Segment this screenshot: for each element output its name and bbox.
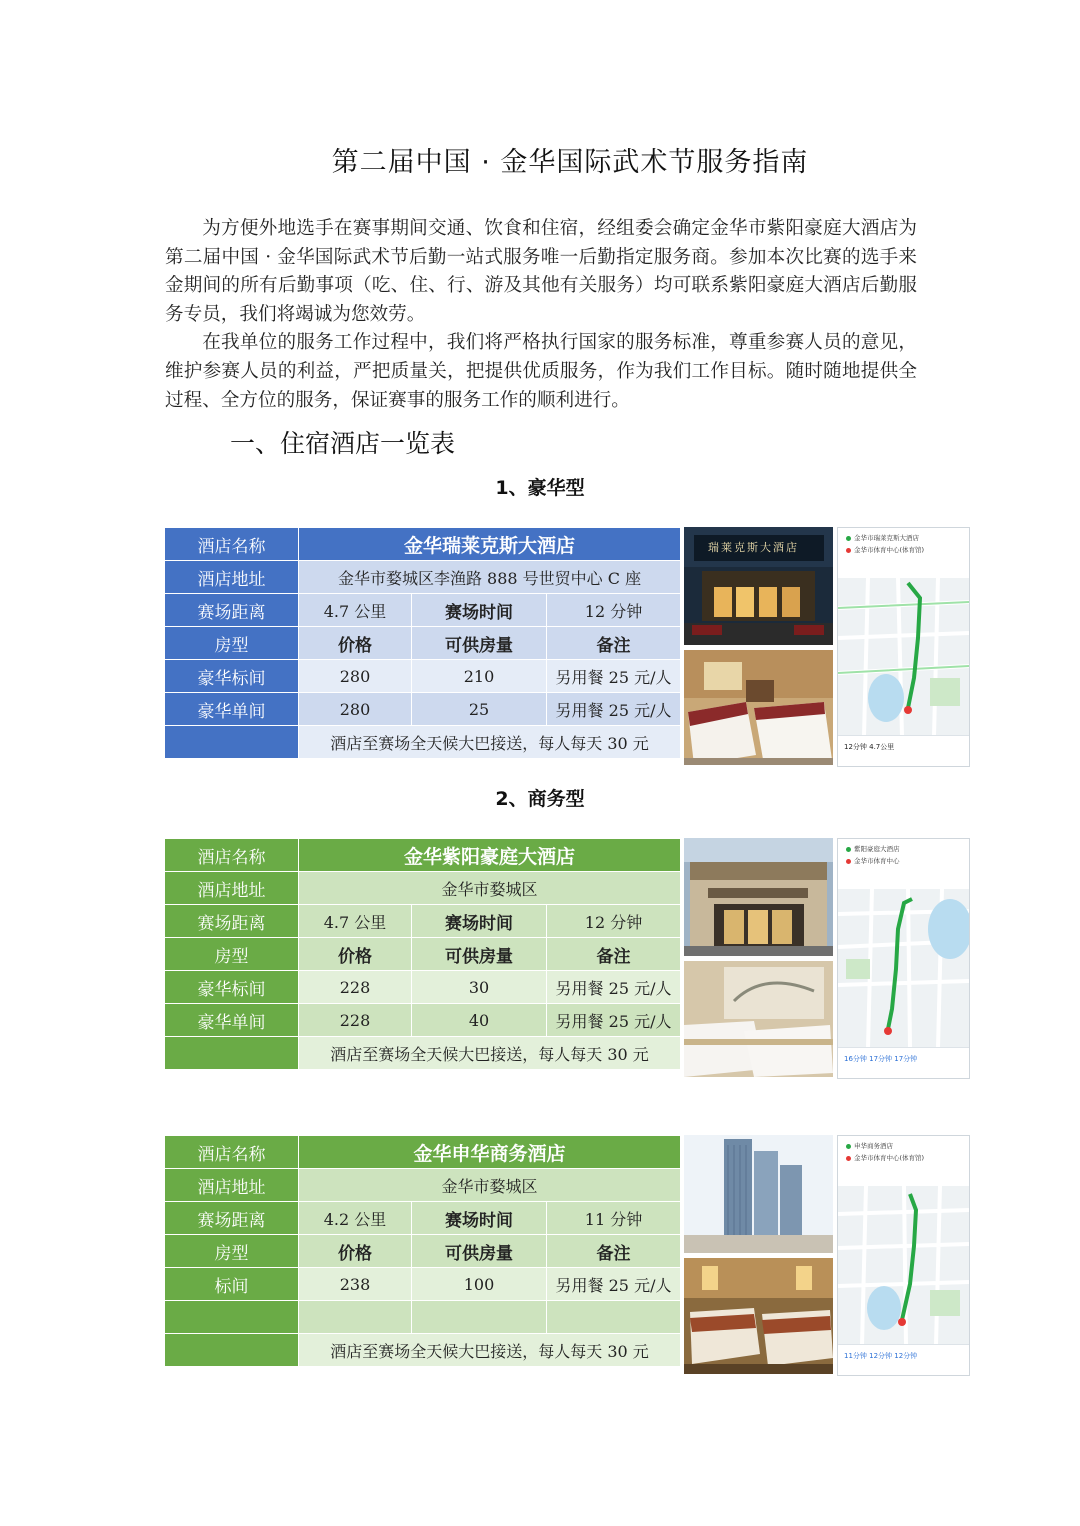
label-distance: 赛场距离 [165,594,299,627]
label-hotel-address: 酒店地址 [165,1169,299,1202]
hotel-exterior-photo [684,527,833,645]
map-header [838,839,969,890]
distance-value: 4.7 公里 [299,905,412,938]
hotel-room-photo [684,961,833,1077]
header-note: 备注 [547,627,681,660]
label-hotel-name: 酒店名称 [165,839,299,872]
hotel-name: 金华紫阳豪庭大酒店 [299,839,681,872]
room-type: 豪华标间 [165,660,299,693]
time-value: 11 分钟 [547,1202,681,1235]
map-footer [838,1344,969,1375]
label-hotel-name: 酒店名称 [165,528,299,561]
room-note: 另用餐 25 元/人 [547,1004,681,1037]
empty-cell [299,1301,412,1334]
section-heading: 一、住宿酒店一览表 [230,429,456,458]
header-rooms: 可供房量 [412,938,547,971]
room-price: 280 [299,660,412,693]
header-note: 备注 [547,1235,681,1268]
intro-paragraph: 在我单位的服务工作过程中，我们将严格执行国家的服务标准，尊重参赛人员的意见，维护参赛人员的利益，严把质量关，把提供优质服务，作为我们工作目标。随时随地提供全过程、全方位的服务，保证赛事的服务工作的顺利进行。 [165,332,917,411]
room-note: 另用餐 25 元/人 [547,1268,681,1301]
hotel-name: 金华申华商务酒店 [299,1136,681,1169]
shuttle-info: 酒店至赛场全天候大巴接送，每人每天 30 元 [299,1334,681,1367]
map-to: 金华市体育中心(体育馆) [854,1154,925,1162]
hotel-address: 金华市婺城区 [299,872,681,905]
distance-value: 4.7 公里 [299,594,412,627]
map-canvas [838,889,969,1048]
distance-value: 4.2 公里 [299,1202,412,1235]
sub-heading-business: 2、商务型 [495,788,585,810]
room-price: 280 [299,693,412,726]
room-qty: 25 [412,693,547,726]
hotel-name: 金华瑞莱克斯大酒店 [299,528,681,561]
map-canvas [838,578,969,736]
label-room-type: 房型 [165,938,299,971]
intro-paragraph: 为方便外地选手在赛事期间交通、饮食和住宿，经组委会确定金华市紫阳豪庭大酒店为第二届中国 · 金华国际武术节后勤一站式服务唯一后勤指定服务商。参加本次比赛的选手来金期间的所有后勤事项（吃、住、行、游及其他有关服务）均可联系紫阳豪庭大酒店后勤服务专员，我们将竭诚为您效劳。 [165,218,917,325]
empty-label-cell [165,1037,299,1070]
hotel-table-3 [164,1135,681,1367]
label-hotel-address: 酒店地址 [165,561,299,594]
map-summary: 11分钟 12分钟 12分钟 [844,1352,918,1360]
room-note: 另用餐 25 元/人 [547,660,681,693]
map-from: 申华商务酒店 [854,1142,893,1150]
room-type: 豪华标间 [165,971,299,1004]
page-title: 第二届中国 · 金华国际武术节服务指南 [331,147,809,178]
room-qty: 100 [412,1268,547,1301]
header-note: 备注 [547,938,681,971]
map-summary: 16分钟 17分钟 17分钟 [844,1055,918,1063]
header-price: 价格 [299,627,412,660]
label-time: 赛场时间 [412,905,547,938]
empty-label-cell [165,1334,299,1367]
hotel-room-photo [684,1258,833,1374]
route-map [837,527,970,767]
hotel-exterior-photo [684,838,833,956]
hotel-table-1 [164,527,681,759]
header-price: 价格 [299,1235,412,1268]
hotel-address: 金华市婺城区李渔路 888 号世贸中心 C 座 [299,561,681,594]
label-time: 赛场时间 [412,594,547,627]
room-qty: 30 [412,971,547,1004]
room-type: 标间 [165,1268,299,1301]
empty-cell [547,1301,681,1334]
map-footer [838,1047,969,1078]
map-from: 金华市瑞莱克斯大酒店 [854,534,919,542]
time-value: 12 分钟 [547,905,681,938]
label-time: 赛场时间 [412,1202,547,1235]
label-room-type: 房型 [165,1235,299,1268]
hotel-table-2 [164,838,681,1070]
route-map [837,1135,970,1376]
room-type: 豪华单间 [165,1004,299,1037]
label-distance: 赛场距离 [165,1202,299,1235]
intro-text [165,215,917,415]
room-type: 豪华单间 [165,693,299,726]
hotel-exterior-photo [684,1135,833,1253]
room-note: 另用餐 25 元/人 [547,693,681,726]
map-to: 金华市体育中心 [854,857,900,865]
header-rooms: 可供房量 [412,627,547,660]
room-qty: 40 [412,1004,547,1037]
room-price: 228 [299,971,412,1004]
empty-label-cell [165,726,299,759]
hotel-sign-text: 瑞莱克斯大酒店 [708,541,799,554]
map-to: 金华市体育中心(体育馆) [854,546,925,554]
room-price: 238 [299,1268,412,1301]
map-summary: 12分钟 4.7公里 [844,743,895,751]
header-price: 价格 [299,938,412,971]
room-note: 另用餐 25 元/人 [547,971,681,1004]
time-value: 12 分钟 [547,594,681,627]
empty-cell [412,1301,547,1334]
shuttle-info: 酒店至赛场全天候大巴接送，每人每天 30 元 [299,726,681,759]
label-distance: 赛场距离 [165,905,299,938]
room-qty: 210 [412,660,547,693]
map-footer [838,735,969,766]
map-header [838,1136,969,1187]
room-price: 228 [299,1004,412,1037]
label-hotel-name: 酒店名称 [165,1136,299,1169]
map-from: 紫阳豪庭大酒店 [854,845,900,853]
hotel-address: 金华市婺城区 [299,1169,681,1202]
map-header [838,528,969,579]
route-map [837,838,970,1079]
shuttle-info: 酒店至赛场全天候大巴接送，每人每天 30 元 [299,1037,681,1070]
hotel-room-photo [684,650,833,765]
label-hotel-address: 酒店地址 [165,872,299,905]
header-rooms: 可供房量 [412,1235,547,1268]
label-room-type: 房型 [165,627,299,660]
map-canvas [838,1186,969,1345]
sub-heading-luxury: 1、豪华型 [495,477,585,499]
empty-label-cell [165,1301,299,1334]
